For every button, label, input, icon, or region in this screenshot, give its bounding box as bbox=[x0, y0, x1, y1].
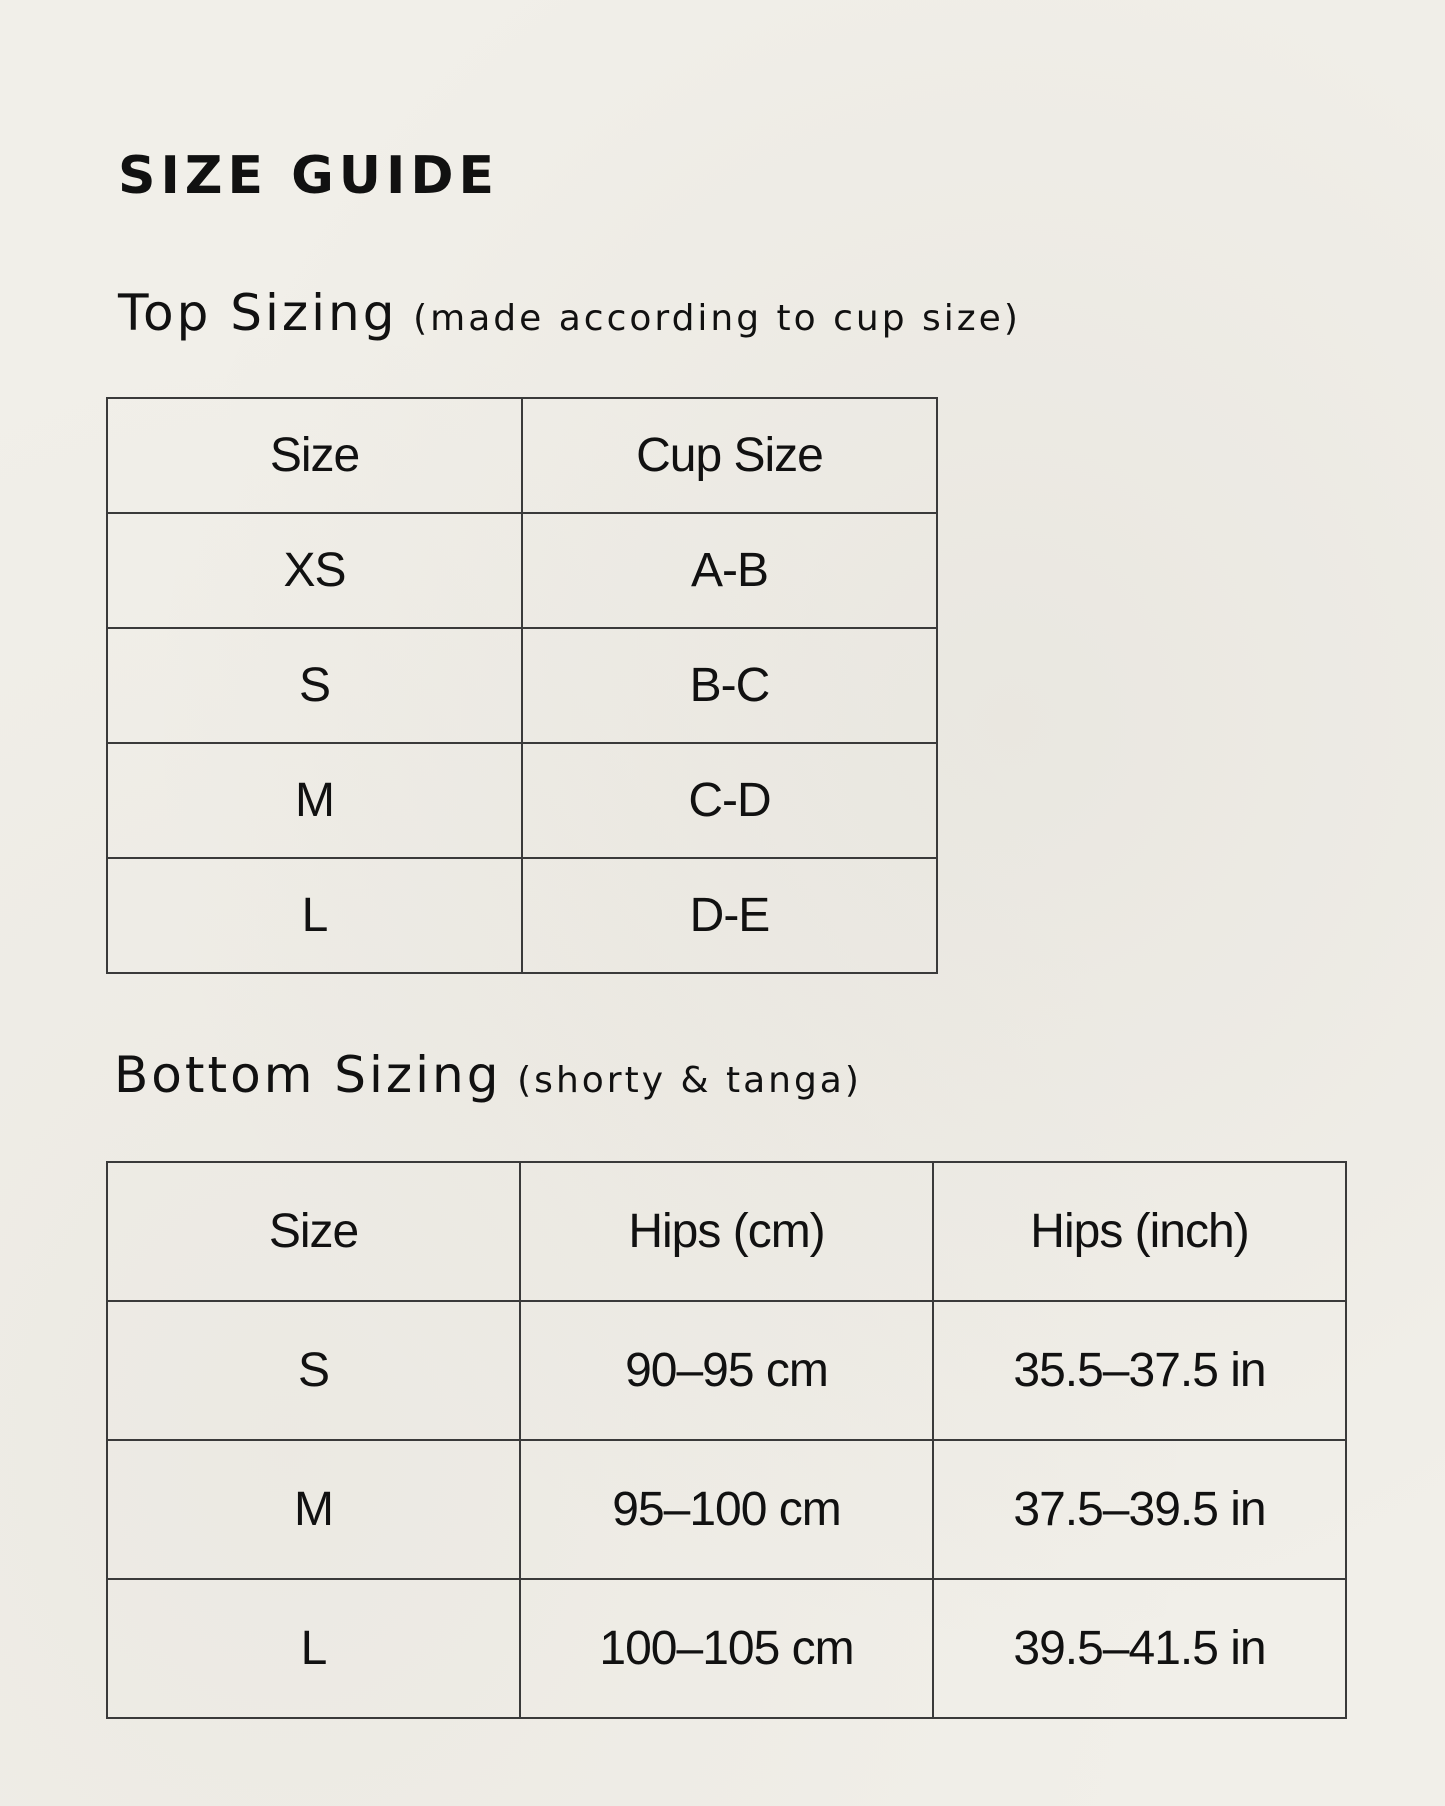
hips-inch-cell: 35.5–37.5 in bbox=[933, 1301, 1346, 1440]
table-row bbox=[107, 743, 937, 858]
size-cell: S bbox=[107, 628, 522, 743]
size-cell: S bbox=[107, 1301, 520, 1440]
column-header-hips-inch: Hips (inch) bbox=[933, 1162, 1346, 1301]
cup-size-cell: D-E bbox=[522, 858, 937, 973]
cup-size-cell: A-B bbox=[522, 513, 937, 628]
hips-cm-cell: 100–105 cm bbox=[520, 1579, 933, 1718]
table-row bbox=[107, 513, 937, 628]
size-cell: M bbox=[107, 1440, 520, 1579]
top-sizing-note: (made according to cup size) bbox=[413, 298, 1021, 339]
cup-size-cell: B-C bbox=[522, 628, 937, 743]
hips-inch-cell: 39.5–41.5 in bbox=[933, 1579, 1346, 1718]
table-header-row bbox=[107, 1162, 1346, 1301]
bottom-sizing-note: (shorty & tanga) bbox=[517, 1060, 862, 1101]
column-header-size: Size bbox=[107, 1162, 520, 1301]
cup-size-cell: C-D bbox=[522, 743, 937, 858]
column-header-hips-cm: Hips (cm) bbox=[520, 1162, 933, 1301]
size-cell: M bbox=[107, 743, 522, 858]
bottom-sizing-heading bbox=[114, 1045, 862, 1114]
column-header-cup-size: Cup Size bbox=[522, 398, 937, 513]
size-cell: L bbox=[107, 858, 522, 973]
top-sizing-heading bbox=[118, 283, 1021, 352]
top-sizing-table bbox=[106, 397, 938, 974]
column-header-size: Size bbox=[107, 398, 522, 513]
hips-cm-cell: 90–95 cm bbox=[520, 1301, 933, 1440]
table-row bbox=[107, 1440, 1346, 1579]
table-row bbox=[107, 858, 937, 973]
bottom-sizing-table bbox=[106, 1161, 1347, 1719]
hips-cm-cell: 95–100 cm bbox=[520, 1440, 933, 1579]
page-title: SIZE GUIDE bbox=[118, 146, 500, 206]
hips-inch-cell: 37.5–39.5 in bbox=[933, 1440, 1346, 1579]
top-sizing-title: Top Sizing bbox=[118, 284, 398, 342]
size-cell: L bbox=[107, 1579, 520, 1718]
bottom-sizing-title: Bottom Sizing bbox=[114, 1046, 502, 1104]
table-row bbox=[107, 1301, 1346, 1440]
size-cell: XS bbox=[107, 513, 522, 628]
table-header-row bbox=[107, 398, 937, 513]
table-row bbox=[107, 1579, 1346, 1718]
table-row bbox=[107, 628, 937, 743]
